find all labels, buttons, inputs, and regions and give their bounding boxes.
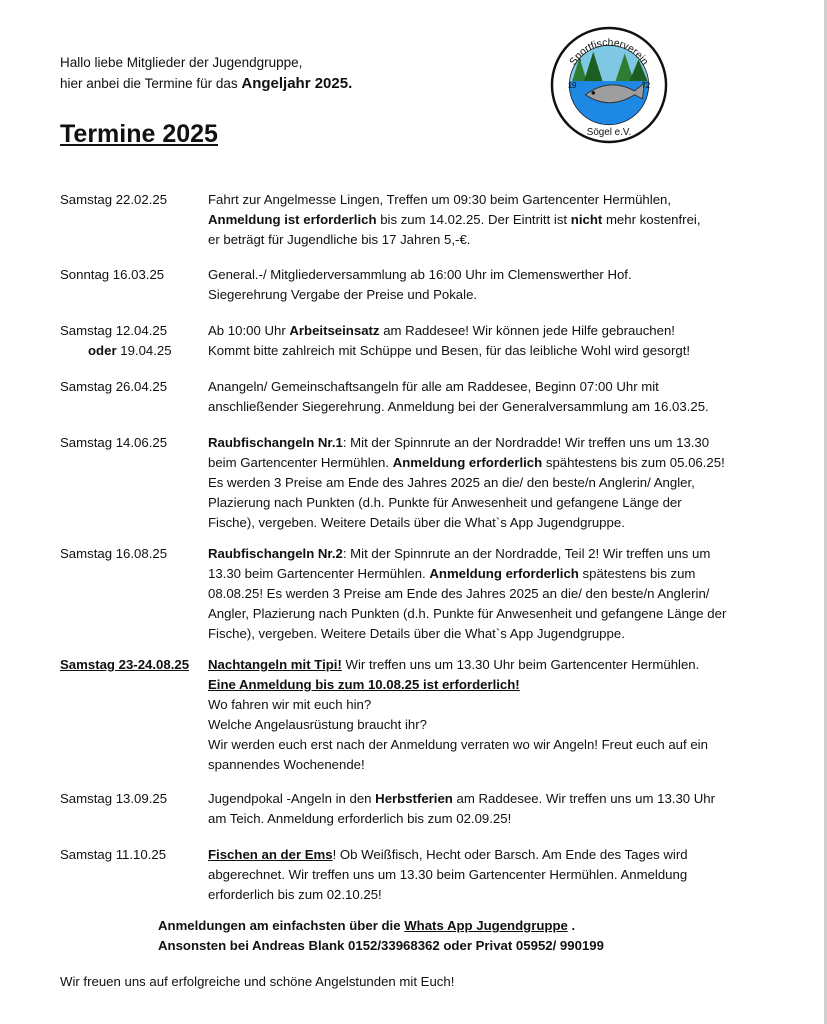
- event-description: [208, 321, 768, 361]
- event-line: Angler, Plazierung nach Punkten (d.h. Punkte für Anwesenheit und gefangene Länge der: [208, 606, 727, 621]
- event-line: Siegerehrung Vergabe der Preise und Pokale.: [208, 287, 478, 302]
- event-line: Plazierung nach Punkten (d.h. Punkte für Anwesenheit und gefangene Länge der: [208, 495, 682, 510]
- event-line: beim Gartencenter Hermühlen. Anmeldung erforderlich spähtestens bis zum 05.06.25!: [208, 455, 725, 470]
- event-description: [208, 845, 768, 905]
- event-line: Raubfischangeln Nr.2: Mit der Spinnrute an der Nordradde, Teil 2! Wir treffen uns um: [208, 546, 711, 561]
- registration-line-2: Ansonsten bei Andreas Blank 0152/33968362 oder Privat 05952/ 990199: [158, 938, 604, 953]
- event-date: Samstag 12.04.25: [60, 323, 168, 338]
- event-description: [208, 265, 768, 305]
- event-line: Anangeln/ Gemeinschaftsangeln für alle am Raddesee, Beginn 07:00 Uhr mit: [208, 379, 659, 394]
- event-line: Welche Angelausrüstung braucht ihr?: [208, 717, 427, 732]
- event-line: Anmeldung ist erforderlich bis zum 14.02.25. Der Eintritt ist nicht mehr kostenfrei,: [208, 212, 701, 227]
- logo-location: Sögel e.V.: [586, 127, 632, 139]
- event-description: [208, 789, 768, 829]
- greeting-year: Angeljahr 2025.: [241, 75, 353, 92]
- event-date: Samstag 13.09.25: [60, 791, 168, 806]
- event-line: Jugendpokal -Angeln in den Herbstferien am Raddesee. Wir treffen uns um 13.30 Uhr: [208, 791, 716, 806]
- event-line: Kommt bitte zahlreich mit Schüppe und Besen, für das leibliche Wohl wird gesorgt!: [208, 343, 691, 358]
- logo-year-right: 72: [641, 80, 651, 90]
- club-logo: [550, 26, 668, 144]
- event-description: [208, 190, 768, 250]
- event-line: General.-/ Mitgliederversammlung ab 16:00 Uhr im Clemenswerther Hof.: [208, 267, 632, 282]
- event-date-alt: oder 19.04.25: [88, 343, 172, 358]
- event-date: Samstag 16.08.25: [60, 546, 168, 561]
- registration-note: [158, 916, 604, 956]
- event-date: Samstag 26.04.25: [60, 379, 168, 394]
- event-line: spannendes Wochenende!: [208, 757, 365, 772]
- event-line: Wir werden euch erst nach der Anmeldung verraten wo wir Angeln! Freut euch auf ein: [208, 737, 708, 752]
- event-line: Es werden 3 Preise am Ende des Jahres 2025 an die/ den beste/n Anglerin/ Angler,: [208, 475, 695, 490]
- event-date: Samstag 23-24.08.25: [60, 657, 190, 672]
- event-date: Sonntag 16.03.25: [60, 267, 165, 282]
- registration-line-1: Anmeldungen am einfachsten über die Whats App Jugendgruppe .: [158, 918, 576, 933]
- event-date: Samstag 14.06.25: [60, 435, 168, 450]
- logo-name-arc: Sportfischerverein: [567, 37, 651, 68]
- page-title: Termine 2025: [60, 120, 218, 148]
- event-line: er beträgt für Jugendliche bis 17 Jahren 5,-€.: [208, 232, 471, 247]
- greeting: [60, 52, 352, 94]
- event-line: Fische), vergeben. Weitere Details über die What`s App Jugendgruppe.: [208, 515, 625, 530]
- event-line: Wo fahren wir mit euch hin?: [208, 697, 372, 712]
- event-description: [208, 544, 768, 644]
- event-line: Nachtangeln mit Tipi! Wir treffen uns um 13.30 Uhr beim Gartencenter Hermühlen.: [208, 657, 700, 672]
- event-line: Raubfischangeln Nr.1: Mit der Spinnrute an der Nordradde! Wir treffen uns um 13.30: [208, 435, 710, 450]
- event-description: [208, 433, 768, 533]
- greeting-line-2: hier anbei die Termine für das Angeljahr 2025.: [60, 75, 353, 92]
- event-line: am Teich. Anmeldung erforderlich bis zum 02.09.25!: [208, 811, 512, 826]
- greeting-line-1: Hallo liebe Mitglieder der Jugendgruppe,: [60, 55, 303, 70]
- event-line: anschließender Siegerehrung. Anmeldung bei der Generalversammlung am 16.03.25.: [208, 399, 709, 414]
- event-line: 13.30 beim Gartencenter Hermühlen. Anmeldung erforderlich spätestens bis zum: [208, 566, 696, 581]
- event-line: Fischen an der Ems! Ob Weißfisch, Hecht oder Barsch. Am Ende des Tages wird: [208, 847, 688, 862]
- closing-line: Wir freuen uns auf erfolgreiche und schöne Angelstunden mit Euch!: [60, 974, 455, 989]
- event-date: Samstag 11.10.25: [60, 847, 167, 862]
- event-description: [208, 377, 768, 417]
- event-line: Fische), vergeben. Weitere Details über die What`s App Jugendgruppe.: [208, 626, 625, 641]
- event-line: Ab 10:00 Uhr Arbeitseinsatz am Raddesee! Wir können jede Hilfe gebrauchen!: [208, 323, 675, 338]
- event-line: 08.08.25! Es werden 3 Preise am Ende des Jahres 2025 an die/ den beste/n Anglerin/: [208, 586, 710, 601]
- event-line: Fahrt zur Angelmesse Lingen, Treffen um 09:30 beim Gartencenter Hermühlen,: [208, 192, 672, 207]
- whatsapp-group-link[interactable]: Whats App Jugendgruppe: [404, 918, 568, 933]
- event-line: erforderlich bis zum 02.10.25!: [208, 887, 382, 902]
- event-date: Samstag 22.02.25: [60, 192, 168, 207]
- event-line: abgerechnet. Wir treffen uns um 13.30 beim Gartencenter Hermühlen. Anmeldung: [208, 867, 688, 882]
- event-line: Eine Anmeldung bis zum 10.08.25 ist erforderlich!: [208, 677, 520, 692]
- logo-year-left: 19: [567, 80, 577, 90]
- event-description: [208, 655, 768, 775]
